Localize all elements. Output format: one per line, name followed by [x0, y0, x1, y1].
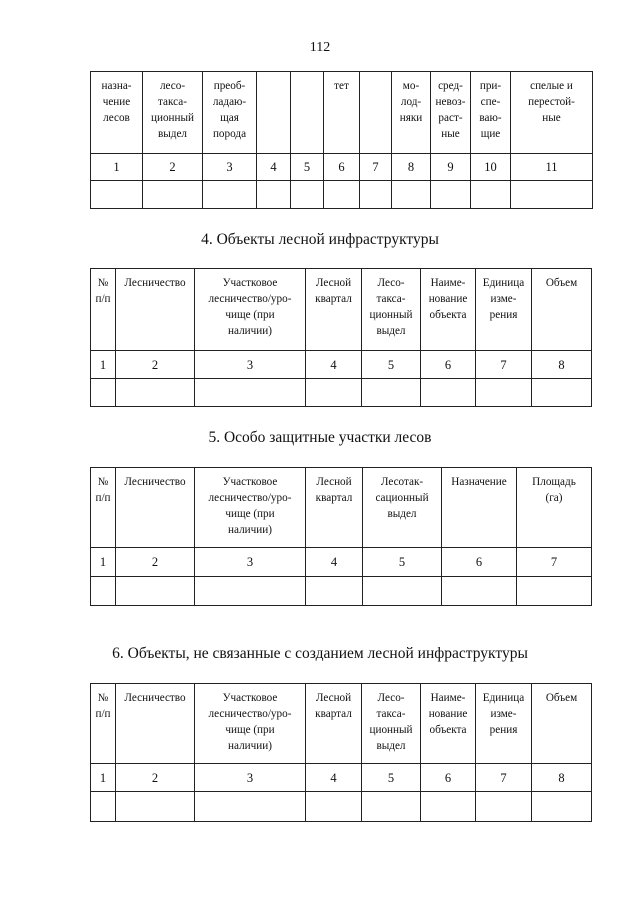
column-number: 2	[116, 548, 195, 577]
empty-cell	[306, 379, 362, 407]
header-cell: мо- лод- няки	[392, 72, 431, 154]
header-cell: Единица изме- рения	[476, 684, 532, 764]
header-cell: Лесной квартал	[306, 468, 363, 548]
column-number: 4	[257, 154, 291, 181]
header-cell: лесо- такса- ционный выдел	[143, 72, 203, 154]
column-number: 5	[291, 154, 324, 181]
empty-cell	[363, 577, 442, 606]
header-cell: Наиме- нование объекта	[421, 269, 476, 351]
column-number: 5	[362, 351, 421, 379]
header-cell: № п/п	[91, 684, 116, 764]
header-cell	[291, 72, 324, 154]
empty-cell	[116, 792, 195, 822]
section-5-title: 5. Особо защитные участки лесов	[208, 429, 432, 446]
header-cell: назна- чение лесов	[91, 72, 143, 154]
empty-cell	[195, 379, 306, 407]
empty-cell	[476, 792, 532, 822]
header-cell: тет	[324, 72, 360, 154]
header-cell: сред- невоз- раст- ные	[431, 72, 471, 154]
header-cell: при- спе- ваю- щие	[471, 72, 511, 154]
section-6-title: 6. Объекты, не связанные с созданием лесной инфраструктуры	[112, 645, 528, 662]
empty-cell	[195, 577, 306, 606]
empty-cell	[257, 181, 291, 209]
empty-cell	[91, 379, 116, 407]
column-number: 3	[195, 548, 306, 577]
section-5-table	[90, 467, 592, 606]
column-number: 1	[91, 154, 143, 181]
empty-cell	[476, 379, 532, 407]
empty-cell	[532, 792, 592, 822]
empty-cell	[360, 181, 392, 209]
empty-cell	[116, 577, 195, 606]
header-cell: Лесничество	[116, 269, 195, 351]
column-number: 6	[324, 154, 360, 181]
header-cell: Участковое лесничество/уро- чище (при наличии)	[195, 269, 306, 351]
empty-cell	[195, 792, 306, 822]
empty-cell	[203, 181, 257, 209]
column-number: 6	[421, 351, 476, 379]
header-cell: № п/п	[91, 269, 116, 351]
header-cell: Лесотак- сационный выдел	[363, 468, 442, 548]
section-6-table	[90, 683, 592, 822]
section-4-title: 4. Объекты лесной инфраструктуры	[201, 231, 439, 248]
column-number: 4	[306, 351, 362, 379]
column-number: 5	[362, 764, 421, 792]
empty-cell	[421, 792, 476, 822]
section-4-table	[90, 268, 592, 407]
header-cell: Лесничество	[116, 468, 195, 548]
empty-cell	[511, 181, 593, 209]
column-number: 1	[91, 764, 116, 792]
header-cell	[257, 72, 291, 154]
empty-cell	[291, 181, 324, 209]
header-cell: Участковое лесничество/уро- чище (при наличии)	[195, 468, 306, 548]
column-number: 7	[360, 154, 392, 181]
header-cell: Лесничество	[116, 684, 195, 764]
column-number: 2	[143, 154, 203, 181]
column-number: 9	[431, 154, 471, 181]
column-number: 4	[306, 548, 363, 577]
column-number: 1	[91, 548, 116, 577]
column-number: 11	[511, 154, 593, 181]
empty-cell	[362, 792, 421, 822]
empty-cell	[532, 379, 592, 407]
column-number: 2	[116, 764, 195, 792]
header-cell: преоб- ладаю- щая порода	[203, 72, 257, 154]
header-cell: Площадь (га)	[517, 468, 592, 548]
header-cell: Объем	[532, 684, 592, 764]
header-cell	[360, 72, 392, 154]
column-number: 7	[476, 764, 532, 792]
header-cell: Назначение	[442, 468, 517, 548]
header-cell: спелые и перестой- ные	[511, 72, 593, 154]
column-number: 8	[532, 351, 592, 379]
empty-cell	[116, 379, 195, 407]
empty-cell	[421, 379, 476, 407]
header-cell: Лесной квартал	[306, 269, 362, 351]
column-number: 7	[517, 548, 592, 577]
column-number: 3	[195, 351, 306, 379]
empty-cell	[392, 181, 431, 209]
empty-cell	[306, 577, 363, 606]
empty-cell	[91, 181, 143, 209]
column-number: 7	[476, 351, 532, 379]
empty-cell	[324, 181, 360, 209]
column-number: 1	[91, 351, 116, 379]
column-number: 2	[116, 351, 195, 379]
empty-cell	[143, 181, 203, 209]
column-number: 10	[471, 154, 511, 181]
header-cell: Единица изме- рения	[476, 269, 532, 351]
column-number: 6	[442, 548, 517, 577]
header-cell: Участковое лесничество/уро- чище (при наличии)	[195, 684, 306, 764]
column-number: 3	[203, 154, 257, 181]
empty-cell	[442, 577, 517, 606]
empty-cell	[471, 181, 511, 209]
header-cell: № п/п	[91, 468, 116, 548]
header-cell: Лесной квартал	[306, 684, 362, 764]
header-cell: Лесо- такса- ционный выдел	[362, 684, 421, 764]
column-number: 3	[195, 764, 306, 792]
column-number: 8	[392, 154, 431, 181]
column-number: 8	[532, 764, 592, 792]
header-cell: Объем	[532, 269, 592, 351]
column-number: 5	[363, 548, 442, 577]
empty-cell	[517, 577, 592, 606]
page-number: 112	[309, 40, 331, 55]
header-cell: Наиме- нование объекта	[421, 684, 476, 764]
header-cell: Лесо- такса- ционный выдел	[362, 269, 421, 351]
empty-cell	[91, 577, 116, 606]
forest-stand-table-continuation	[90, 71, 593, 209]
empty-cell	[91, 792, 116, 822]
empty-cell	[306, 792, 362, 822]
column-number: 6	[421, 764, 476, 792]
empty-cell	[362, 379, 421, 407]
column-number: 4	[306, 764, 362, 792]
empty-cell	[431, 181, 471, 209]
